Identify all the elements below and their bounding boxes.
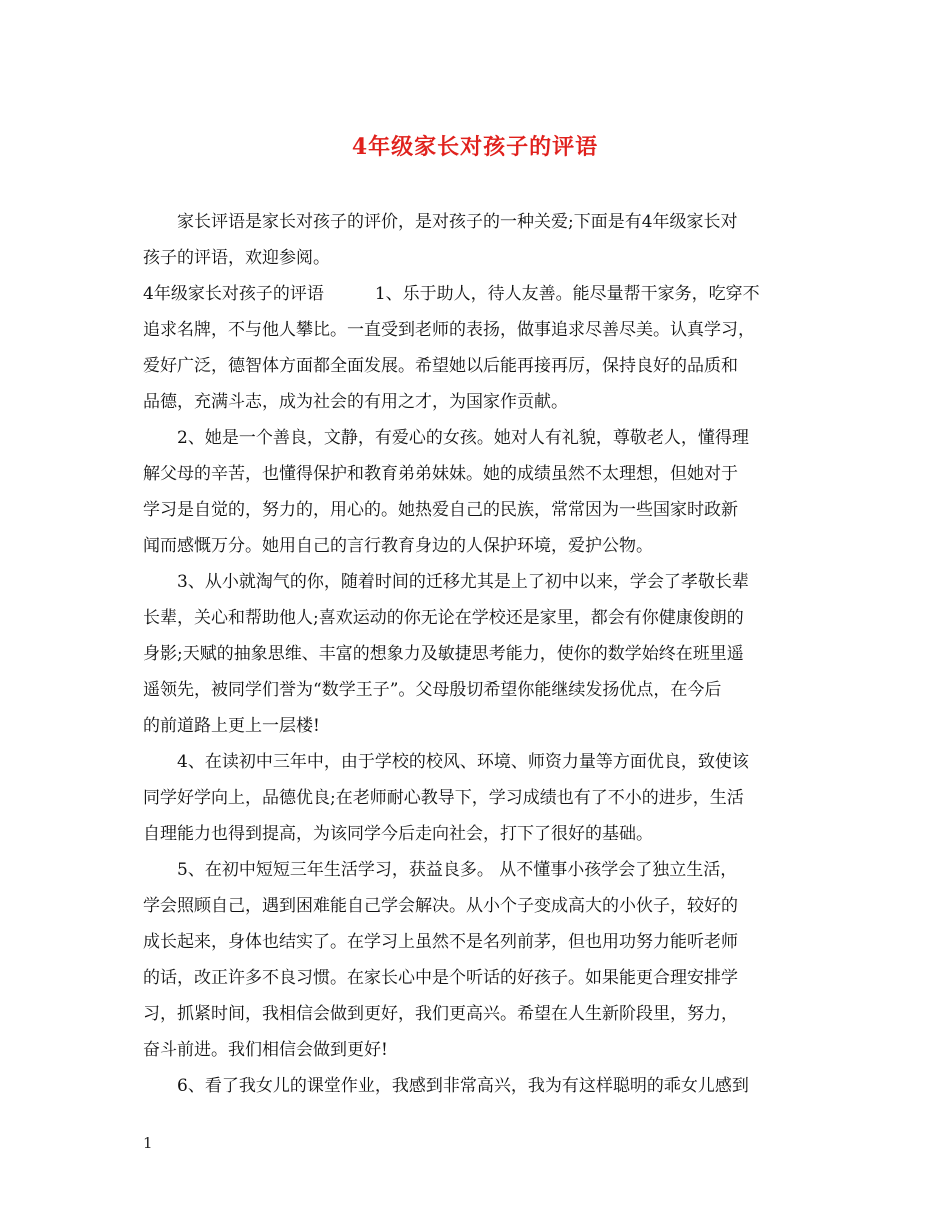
paragraph [143,744,811,852]
paragraph [143,204,811,276]
page-number: 1 [143,1134,153,1152]
text-line: 6、看了我女儿的课堂作业，我感到非常高兴，我为有这样聪明的乖女儿感到 [143,1076,749,1096]
text-line: 遥领先，被同学们誉为“数学王子”。父母殷切希望你能继续发扬优点，在今后 [143,680,722,700]
paragraph [143,1068,811,1104]
text-line: 的话，改正许多不良习惯。在家长心中是个听话的好孩子。如果能更合理安排学 [143,968,738,988]
paragraph [143,420,811,564]
text-line: 身影;天赋的抽象思维、丰富的想象力及敏捷思考能力，使你的数学始终在班里遥 [143,644,744,664]
text-line: 3、从小就淘气的你，随着时间的迁移尤其是上了初中以来，学会了孝敬长辈 [143,572,749,592]
text-line: 同学好学向上，品德优良;在老师耐心教导下，学习成绩也有了不小的进步，生活 [143,788,744,808]
text-line: 闻而感慨万分。她用自己的言行教育身边的人保护环境，爱护公物。 [143,536,653,556]
text-line: 长辈，关心和帮助他人;喜欢运动的你无论在学校还是家里，都会有你健康俊朗的 [143,608,744,628]
text-line: 家长评语是家长对孩子的评价，是对孩子的一种关爱;下面是有4年级家长对 [143,212,738,232]
text-line: 成长起来，身体也结实了。在学习上虽然不是名列前茅，但也用功努力能听老师 [143,932,738,952]
text-line: 的前道路上更上一层楼! [143,716,320,736]
text-line: 追求名牌，不与他人攀比。一直受到老师的表扬，做事追求尽善尽美。认真学习， [143,320,755,340]
text-line: 学会照顾自己，遇到困难能自己学会解决。从小个子变成高大的小伙子，较好的 [143,896,738,916]
text-line: 品德，充满斗志，成为社会的有用之才，为国家作贡献。 [143,392,568,412]
text-line: 4年级家长对孩子的评语 1、乐于助人，待人友善。能尽量帮干家务，吃穿不 [143,284,760,304]
paragraph [143,276,811,420]
text-line: 自理能力也得到提高，为该同学今后走向社会，打下了很好的基础。 [143,824,653,844]
text-line: 2、她是一个善良，文静，有爱心的女孩。她对人有礼貌，尊敬老人，懂得理 [143,428,749,448]
document-body [143,204,811,1104]
text-line: 孩子的评语，欢迎参阅。 [143,248,330,268]
paragraph [143,564,811,744]
text-line: 习，抓紧时间，我相信会做到更好，我们更高兴。希望在人生新阶段里，努力， [143,1004,738,1024]
text-line: 爱好广泛，德智体方面都全面发展。希望她以后能再接再厉，保持良好的品质和 [143,356,738,376]
paragraph [143,852,811,1068]
text-line: 解父母的辛苦，也懂得保护和教育弟弟妹妹。她的成绩虽然不太理想，但她对于 [143,464,738,484]
text-line: 5、在初中短短三年生活学习，获益良多。 从不懂事小孩学会了独立生活， [143,860,738,880]
text-line: 奋斗前进。我们相信会做到更好! [143,1040,388,1060]
text-line: 4、在读初中三年中，由于学校的校风、环境、师资力量等方面优良，致使该 [143,752,749,772]
page-title: 4年级家长对孩子的评语 [351,134,599,160]
text-line: 学习是自觉的，努力的，用心的。她热爱自己的民族，常常因为一些国家时政新 [143,500,738,520]
